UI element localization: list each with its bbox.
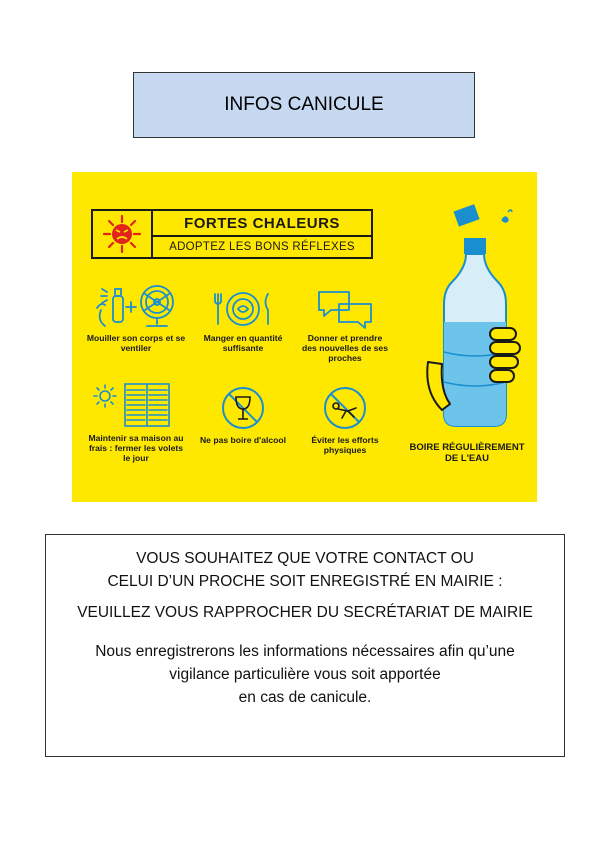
water-bottle-icon (420, 202, 530, 442)
angry-sun-icon (102, 214, 142, 254)
plate-icon (208, 288, 278, 330)
tip-label: Ne pas boire d'alcool (199, 435, 287, 445)
info-line-3: VEUILLEZ VOUS RAPPROCHER DU SECRÉTARIAT DE MAIRIE (77, 604, 533, 621)
no-effort-icon (320, 384, 370, 432)
tip-eat (198, 288, 288, 353)
page-title: INFOS CANICULE (133, 72, 475, 138)
poster-header (91, 209, 373, 259)
info-line-2: CELUI D’UN PROCHE SOIT ENREGISTRÉ EN MAIRIE : (107, 573, 503, 590)
spray-fan-icon (91, 280, 181, 330)
tip-label: Éviter les efforts physiques (311, 435, 379, 455)
no-alcohol-icon (218, 384, 268, 432)
tip-wet-ventilate (86, 280, 186, 353)
poster-title: FORTES CHALEURS (184, 214, 340, 232)
tip-no-alcohol (198, 384, 288, 445)
info-line-1: VOUS SOUHAITEZ QUE VOTRE CONTACT OU (136, 550, 474, 567)
chat-bubbles-icon (313, 288, 377, 330)
tip-avoid-effort (300, 384, 390, 455)
shutters-icon (91, 382, 181, 430)
poster-subtitle: ADOPTEZ LES BONS RÉFLEXES (153, 235, 371, 257)
tip-label: Mouiller son corps et se ventiler (86, 333, 186, 353)
tip-label: Maintenir sa maison au frais : fermer les volets le jour (88, 433, 184, 463)
bottle-label: BOIRE RÉGULIÈREMENT DE L'EAU (409, 442, 525, 464)
heat-poster (72, 172, 537, 502)
info-box (45, 534, 565, 757)
info-line-6: en cas de canicule. (238, 689, 372, 706)
tip-label: Donner et prendre des nouvelles de ses proches (302, 333, 388, 363)
tip-shutters (86, 382, 186, 463)
info-line-4: Nous enregistrerons les informations nécessaires afin qu’une (95, 643, 515, 660)
info-line-5: vigilance particulière vous soit apportée (169, 666, 441, 683)
sun-cell (93, 211, 153, 257)
tip-label: Manger en quantité suffisante (203, 333, 283, 353)
tip-keep-in-touch (300, 288, 390, 363)
